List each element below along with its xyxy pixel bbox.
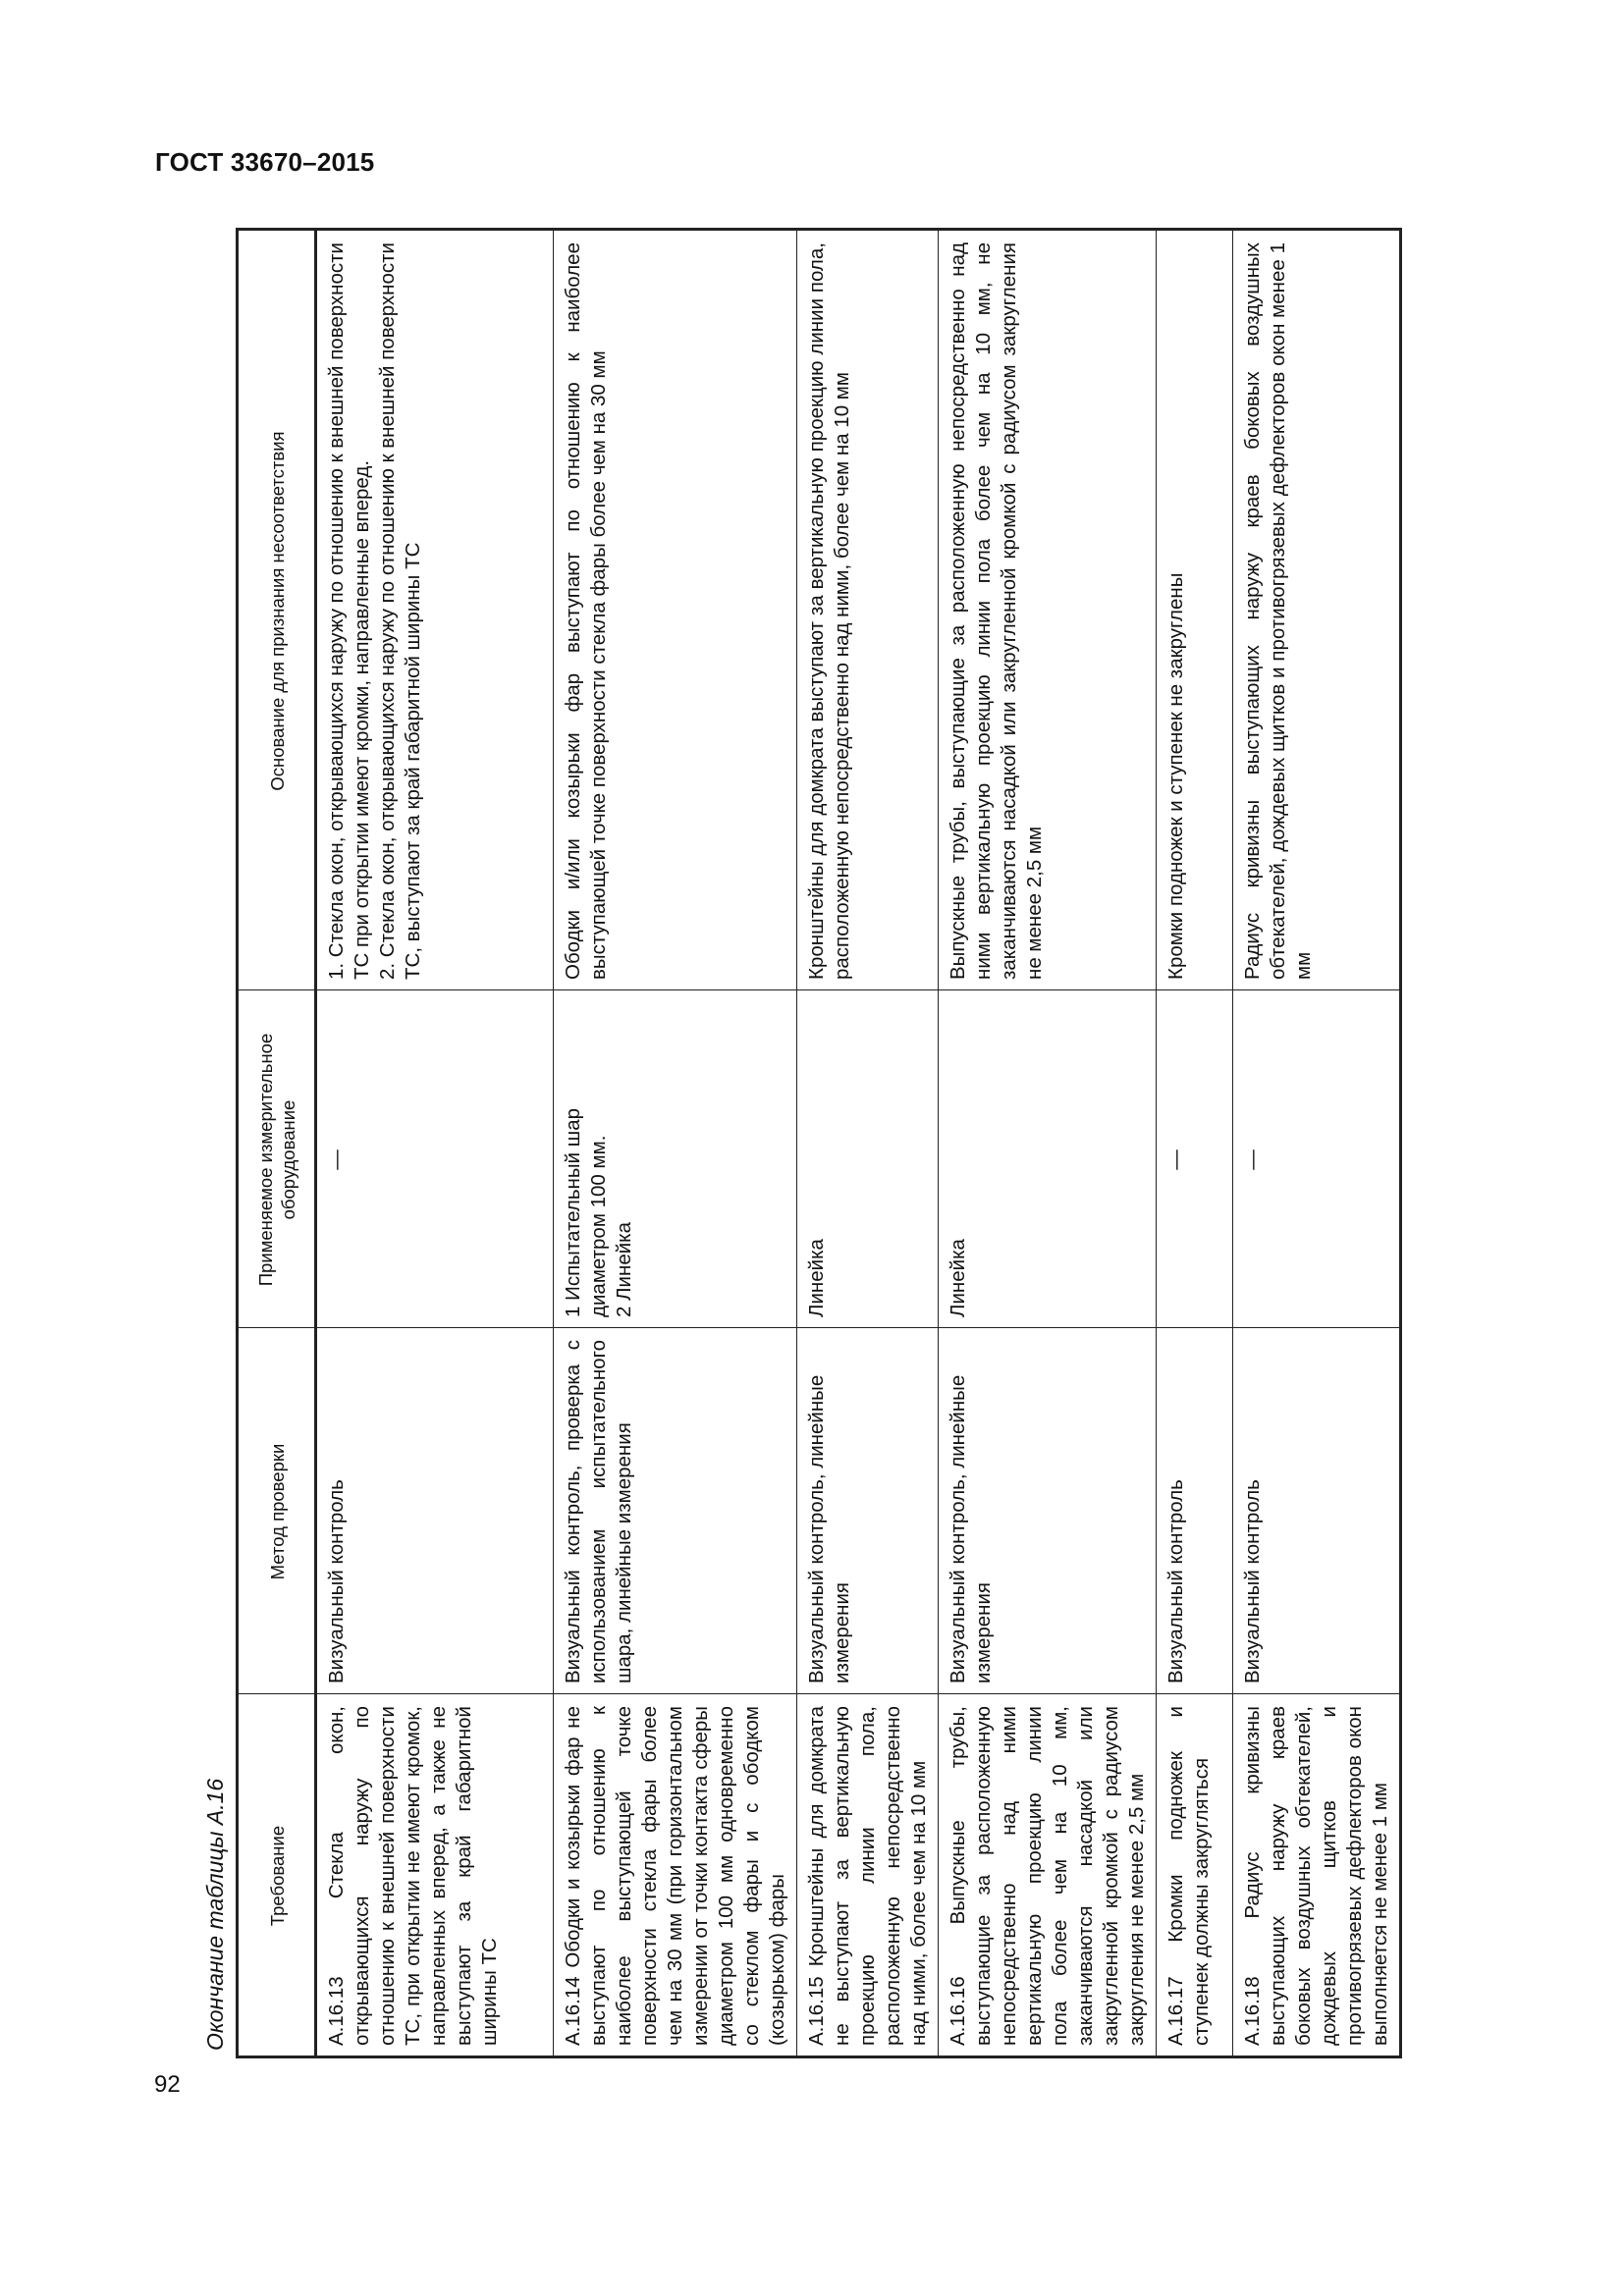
cell-method: Визуальный контроль — [1157, 1328, 1233, 1694]
cell-basis: Выпускные трубы, выступающие за расположенную непосредственно над ними вертикальную проекцию линии пола более чем на 10 мм, не заканчиваются насадкой или закругленной кромкой с радиусом закругления не менее 2,5 мм — [939, 230, 1157, 990]
cell-equipment: Линейка — [797, 990, 939, 1328]
table-row — [797, 230, 939, 2057]
table-row — [1233, 230, 1401, 2057]
page-number: 92 — [154, 2071, 181, 2098]
cell-requirement: А.16.18 Радиус кривизны выступающих наружу краев боковых воздушных обтекателей, дождевых щитков и противогрязевых дефлекторов окон выполняется не менее 1 мм — [1233, 1694, 1401, 2057]
cell-method: Визуальный контроль — [1233, 1328, 1401, 1694]
cell-method: Визуальный контроль — [316, 1328, 554, 1694]
cell-requirement: А.16.14 Ободки и козырьки фар не выступают по отношению к наиболее выступающей точке поверхности стекла фары более чем на 30 мм (при горизонтальном измерении от точки контакта сферы диаметром 100 мм одновременно со стеклом фары и с ободком (козырьком) фары — [554, 1694, 797, 2057]
cell-basis: Кромки подножек и ступенек не закруглены — [1157, 230, 1233, 990]
cell-basis: Ободки и/или козырьки фар выступают по отношению к наиболее выступающей точке поверхности стекла фары более чем на 30 мм — [554, 230, 797, 990]
table-caption: Окончание таблицы А.16 — [202, 1778, 228, 2051]
cell-method: Визуальный контроль, линейные измерения — [939, 1328, 1157, 1694]
cell-basis: Радиус кривизны выступающих наружу краев боковых воздушных обтекателей, дождевых щитков и противогрязевых дефлекторов окон менее 1 мм — [1233, 230, 1401, 990]
header-requirement: Требование — [238, 1694, 316, 2057]
header-equipment: Применяемое измерительное оборудование — [238, 990, 316, 1328]
cell-equipment: Линейка — [939, 990, 1157, 1328]
requirements-table — [236, 228, 1402, 2058]
header-method: Метод проверки — [238, 1328, 316, 1694]
cell-basis: 1. Стекла окон, открывающихся наружу по отношению к внешней поверхности ТС при открытии имеют кромки, направленные вперед. 2. Стекла окон, открывающихся наружу по отношению к внешней поверхности ТС, выступают за край габаритной ширины ТС — [316, 230, 554, 990]
table-row — [316, 230, 554, 2057]
cell-equipment: — — [316, 990, 554, 1328]
cell-requirement: А.16.16 Выпускные трубы, выступающие за расположенную непосредственно над ними вертикальную проекцию линии пола более чем на 10 мм, заканчиваются насадкой или закругленной кромкой с радиусом закругления не менее 2,5 мм — [939, 1694, 1157, 2057]
cell-method: Визуальный контроль, проверка с использованием испытательного шара, линейные измерения — [554, 1328, 797, 1694]
cell-equipment: 1 Испытательный шар диаметром 100 мм. 2 Линейка — [554, 990, 797, 1328]
cell-equipment: — — [1157, 990, 1233, 1328]
cell-method: Визуальный контроль, линейные измерения — [797, 1328, 939, 1694]
rotated-content — [194, 231, 1391, 2058]
cell-requirement: А.16.13 Стекла окон, открывающихся наружу по отношению к внешней поверхности ТС, при открытии не имеют кромок, направленных вперед, а также не выступают за край габаритной ширины ТС — [316, 1694, 554, 2057]
table-header-row — [238, 230, 316, 2057]
cell-requirement: А.16.17 Кромки подножек и ступенек должны закругляться — [1157, 1694, 1233, 2057]
header-basis: Основание для признания несоответствия — [238, 230, 316, 990]
table-row — [1157, 230, 1233, 2057]
cell-equipment: — — [1233, 990, 1401, 1328]
document-code: ГОСТ 33670–2015 — [155, 147, 375, 177]
cell-requirement: А.16.15 Кронштейны для домкрата не выступают за вертикальную проекцию линии пола, расположенную непосредственно над ними, более чем на 10 мм — [797, 1694, 939, 2057]
table-row — [554, 230, 797, 2057]
table-row — [939, 230, 1157, 2057]
cell-basis: Кронштейны для домкрата выступают за вертикальную проекцию линии пола, расположенную непосредственно над ними, более чем на 10 мм — [797, 230, 939, 990]
rotated-table-area — [194, 231, 1391, 2058]
